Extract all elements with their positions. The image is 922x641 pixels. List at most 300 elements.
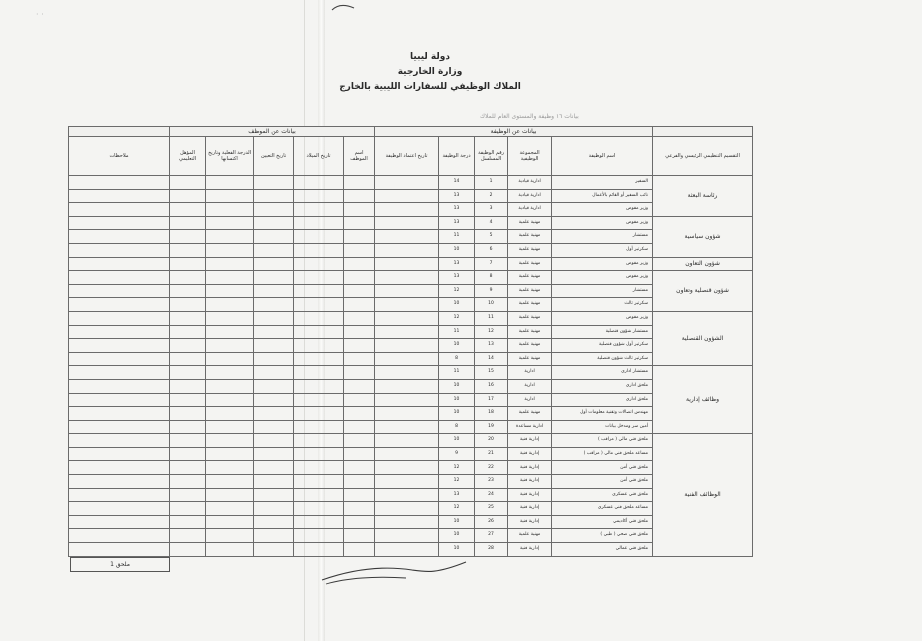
empty-cell xyxy=(206,447,254,461)
job-number-cell: 15 xyxy=(475,366,508,380)
job-number-cell: 21 xyxy=(475,447,508,461)
empty-cell xyxy=(375,325,439,339)
job-title-cell: مساعد ملحق فني عسكري xyxy=(552,502,653,516)
empty-cell xyxy=(206,257,254,271)
table-row xyxy=(69,257,753,271)
empty-cell xyxy=(294,502,344,516)
empty-cell xyxy=(344,407,375,421)
empty-cell xyxy=(170,461,206,475)
empty-cell xyxy=(69,352,170,366)
empty-cell xyxy=(69,325,170,339)
empty-cell xyxy=(294,325,344,339)
job-group-cell: مهنية علمية xyxy=(508,243,552,257)
division-cell: وظائف إدارية xyxy=(653,366,753,434)
empty-cell xyxy=(294,407,344,421)
job-title-cell: سكرتير ثالث xyxy=(552,298,653,312)
job-title-cell: ملحق فني أكاديمي xyxy=(552,515,653,529)
faint-note: بيانات ١٦ وظيفة والمستوى العام للملاك xyxy=(480,113,579,120)
empty-cell xyxy=(344,298,375,312)
division-cell: شؤون سياسية xyxy=(653,216,753,257)
job-group-cell: ادارية قيادية xyxy=(508,176,552,190)
job-group-cell: إدارية فنية xyxy=(508,488,552,502)
job-title-cell: مستشار اداري xyxy=(552,366,653,380)
empty-cell xyxy=(206,176,254,190)
empty-cell xyxy=(170,230,206,244)
job-group-cell: مهنية علمية xyxy=(508,298,552,312)
empty-cell xyxy=(69,189,170,203)
job-title-cell: السفير xyxy=(552,176,653,190)
job-number-cell: 2 xyxy=(475,189,508,203)
empty-cell xyxy=(206,339,254,353)
empty-cell xyxy=(294,243,344,257)
empty-cell xyxy=(375,447,439,461)
job-title-cell: وزير مفوض xyxy=(552,203,653,217)
empty-cell xyxy=(206,243,254,257)
empty-cell xyxy=(254,420,294,434)
empty-cell xyxy=(206,434,254,448)
job-title-cell: وزير مفوض xyxy=(552,216,653,230)
empty-cell xyxy=(206,189,254,203)
empty-cell xyxy=(69,488,170,502)
empty-cell xyxy=(254,257,294,271)
grade-cell: 12 xyxy=(439,311,475,325)
job-group-cell: إدارية فنية xyxy=(508,447,552,461)
empty-cell xyxy=(294,284,344,298)
empty-cell xyxy=(375,284,439,298)
job-title-cell: ملحق فني أمن xyxy=(552,461,653,475)
table-row xyxy=(69,271,753,285)
empty-cell xyxy=(375,420,439,434)
job-number-cell: 26 xyxy=(475,515,508,529)
empty-cell xyxy=(170,189,206,203)
notes-column-header: ملاحظات xyxy=(69,137,170,176)
document-subtitle: الملاك الوظيفي للسفارات الليبية بالخارج xyxy=(339,82,521,92)
empty-cell xyxy=(375,515,439,529)
empty-cell xyxy=(170,515,206,529)
empty-cell xyxy=(254,543,294,557)
job-group-cell: مهنية علمية xyxy=(508,352,552,366)
empty-cell xyxy=(254,271,294,285)
empty-cell xyxy=(206,543,254,557)
grade-cell: 11 xyxy=(439,366,475,380)
table-row xyxy=(69,393,753,407)
table-row xyxy=(69,203,753,217)
empty-cell xyxy=(344,434,375,448)
job-group-cell: مهنية علمية xyxy=(508,407,552,421)
empty-cell xyxy=(294,176,344,190)
empty-cell xyxy=(375,257,439,271)
column-header-row xyxy=(69,137,753,176)
grade-cell: 13 xyxy=(439,271,475,285)
job-number-cell: 20 xyxy=(475,434,508,448)
table-row xyxy=(69,189,753,203)
empty-cell xyxy=(69,339,170,353)
job-number-cell: 24 xyxy=(475,488,508,502)
grade-cell: 14 xyxy=(439,176,475,190)
empty-cell xyxy=(69,420,170,434)
job-group-cell: مهنية علمية xyxy=(508,339,552,353)
empty-cell xyxy=(206,271,254,285)
job-title-cell: ملحق فني عسكري xyxy=(552,488,653,502)
empty-cell xyxy=(375,502,439,516)
table-row xyxy=(69,352,753,366)
job-number-cell: 13 xyxy=(475,339,508,353)
grade-cell: 12 xyxy=(439,284,475,298)
table-row xyxy=(69,284,753,298)
job-group-cell: إدارية فنية xyxy=(508,543,552,557)
job-number-cell: 23 xyxy=(475,475,508,489)
empty-cell xyxy=(375,352,439,366)
job-group-cell: مهنية علمية xyxy=(508,230,552,244)
empty-cell xyxy=(69,257,170,271)
table-row xyxy=(69,339,753,353)
job-group-cell: ادارية xyxy=(508,366,552,380)
staffing-table xyxy=(68,126,753,557)
document-header xyxy=(300,50,560,95)
table-row xyxy=(69,298,753,312)
job-group-cell: مهنية علمية xyxy=(508,257,552,271)
empty-cell xyxy=(206,515,254,529)
empty-cell xyxy=(206,407,254,421)
grade-cell: 10 xyxy=(439,339,475,353)
empty-cell xyxy=(344,216,375,230)
empty-cell xyxy=(254,284,294,298)
division-header-top xyxy=(653,127,753,137)
empty-cell xyxy=(294,203,344,217)
division-cell: رئاسة البعثة xyxy=(653,176,753,217)
empty-cell xyxy=(170,284,206,298)
empty-cell xyxy=(254,529,294,543)
empty-cell xyxy=(375,407,439,421)
grade-cell: 13 xyxy=(439,189,475,203)
empty-cell xyxy=(344,447,375,461)
empty-cell xyxy=(254,447,294,461)
empty-cell xyxy=(206,352,254,366)
empty-cell xyxy=(69,176,170,190)
job-group-cell: مهنية علمية xyxy=(508,216,552,230)
job-number-cell: 22 xyxy=(475,461,508,475)
empty-cell xyxy=(344,488,375,502)
grade-cell: 11 xyxy=(439,325,475,339)
empty-cell xyxy=(254,366,294,380)
job-title-cell: سكرتير ثالث شؤون قنصلية xyxy=(552,352,653,366)
empty-cell xyxy=(294,461,344,475)
empty-cell xyxy=(294,379,344,393)
empty-cell xyxy=(170,339,206,353)
empty-cell xyxy=(344,257,375,271)
empty-cell xyxy=(375,339,439,353)
empty-cell xyxy=(375,393,439,407)
empty-cell xyxy=(206,203,254,217)
empty-cell xyxy=(206,311,254,325)
job-group-cell: إدارية فنية xyxy=(508,515,552,529)
job-group-cell: مهنية علمية xyxy=(508,529,552,543)
empty-cell xyxy=(294,311,344,325)
empty-cell xyxy=(294,216,344,230)
grade-cell: 13 xyxy=(439,216,475,230)
job-group-cell: مهنية علمية xyxy=(508,284,552,298)
job-number-cell: 25 xyxy=(475,502,508,516)
empty-cell xyxy=(206,230,254,244)
empty-cell xyxy=(206,420,254,434)
job-group-cell: ادارية xyxy=(508,393,552,407)
empty-cell xyxy=(344,189,375,203)
empty-cell xyxy=(69,203,170,217)
empty-cell xyxy=(254,475,294,489)
empty-cell xyxy=(254,488,294,502)
empty-cell xyxy=(69,393,170,407)
empty-cell xyxy=(254,339,294,353)
empty-cell xyxy=(170,529,206,543)
empty-cell xyxy=(254,502,294,516)
empty-cell xyxy=(375,298,439,312)
job-number-cell: 7 xyxy=(475,257,508,271)
job-number-cell: 8 xyxy=(475,271,508,285)
empty-cell xyxy=(170,420,206,434)
job-number-cell: 16 xyxy=(475,379,508,393)
empty-cell xyxy=(170,325,206,339)
table-row xyxy=(69,379,753,393)
empty-cell xyxy=(206,325,254,339)
empty-cell xyxy=(344,515,375,529)
employee-data-group-header: بيانات عن الموظف xyxy=(170,127,375,137)
empty-cell xyxy=(69,407,170,421)
empty-cell xyxy=(254,434,294,448)
grade-cell: 10 xyxy=(439,529,475,543)
empty-cell xyxy=(375,203,439,217)
empty-cell xyxy=(170,243,206,257)
job-title-cell: ملحق اداري xyxy=(552,379,653,393)
empty-cell xyxy=(375,475,439,489)
empty-cell xyxy=(170,488,206,502)
empty-cell xyxy=(294,529,344,543)
job-data-group-header: بيانات عن الوظيفة xyxy=(375,127,653,137)
grade-cell: 10 xyxy=(439,407,475,421)
empty-cell xyxy=(375,271,439,285)
empty-cell xyxy=(170,352,206,366)
empty-cell xyxy=(206,298,254,312)
appendix-label: ملحق 1 xyxy=(70,557,170,572)
empty-cell xyxy=(344,284,375,298)
ministry-name: وزارة الخارجية xyxy=(397,67,463,77)
job-group-cell: إدارية فنية xyxy=(508,502,552,516)
job-title-cell: ملحق فني مالي ( مراقب ) xyxy=(552,434,653,448)
job-title-cell: ملحق فني أمن xyxy=(552,475,653,489)
empty-cell xyxy=(294,339,344,353)
group-header-row xyxy=(69,127,753,137)
job-title-cell: مساعد ملحق فني مالي ( مراقب ) xyxy=(552,447,653,461)
empty-cell xyxy=(254,311,294,325)
empty-cell xyxy=(170,543,206,557)
grade-cell: 10 xyxy=(439,434,475,448)
table-row xyxy=(69,311,753,325)
empty-cell xyxy=(170,447,206,461)
empty-cell xyxy=(170,271,206,285)
grade-cell: 10 xyxy=(439,298,475,312)
empty-cell xyxy=(206,366,254,380)
empty-cell xyxy=(69,502,170,516)
empty-cell xyxy=(206,379,254,393)
table-row xyxy=(69,529,753,543)
division-cell: الشؤون القنصلية xyxy=(653,311,753,365)
job-group-cell: مهنية علمية xyxy=(508,311,552,325)
empty-cell xyxy=(344,475,375,489)
empty-cell xyxy=(344,461,375,475)
empty-cell xyxy=(254,203,294,217)
grade-cell: 13 xyxy=(439,488,475,502)
empty-cell xyxy=(254,407,294,421)
state-name: دولة ليبيا xyxy=(410,52,450,62)
grade-cell: 13 xyxy=(439,257,475,271)
table-row xyxy=(69,176,753,190)
division-cell: الوظائف الفنية xyxy=(653,434,753,556)
empty-cell xyxy=(170,176,206,190)
job-number-cell: 3 xyxy=(475,203,508,217)
grade-cell: 10 xyxy=(439,515,475,529)
empty-cell xyxy=(344,243,375,257)
appointment-date-column-header: تاريخ التعيين xyxy=(254,137,294,176)
empty-cell xyxy=(294,488,344,502)
table-row xyxy=(69,515,753,529)
job-number-cell: 28 xyxy=(475,543,508,557)
job-group-cell: ادارية مساعدة xyxy=(508,420,552,434)
table-row xyxy=(69,420,753,434)
job-title-cell: وزير مفوض xyxy=(552,271,653,285)
table-row xyxy=(69,502,753,516)
job-title-cell: أمين سر ومدخل بيانات xyxy=(552,420,653,434)
job-group-cell: إدارية فنية xyxy=(508,434,552,448)
empty-cell xyxy=(170,298,206,312)
grade-cell: 12 xyxy=(439,502,475,516)
empty-cell xyxy=(170,407,206,421)
empty-cell xyxy=(254,298,294,312)
empty-cell xyxy=(170,475,206,489)
job-title-cell: وزير مفوض xyxy=(552,257,653,271)
approval-date-column-header: تاريخ اعتماد الوظيفة xyxy=(375,137,439,176)
empty-cell xyxy=(294,434,344,448)
empty-cell xyxy=(344,393,375,407)
empty-cell xyxy=(206,393,254,407)
empty-cell xyxy=(375,529,439,543)
empty-cell xyxy=(69,284,170,298)
notes-header-top xyxy=(69,127,170,137)
job-number-cell: 19 xyxy=(475,420,508,434)
empty-cell xyxy=(170,393,206,407)
empty-cell xyxy=(344,379,375,393)
empty-cell xyxy=(344,271,375,285)
job-title-cell: وزير مفوض xyxy=(552,311,653,325)
empty-cell xyxy=(344,352,375,366)
table-row xyxy=(69,488,753,502)
empty-cell xyxy=(344,176,375,190)
grade-cell: 9 xyxy=(439,447,475,461)
job-number-cell: 4 xyxy=(475,216,508,230)
division-column-header: التقسيم التنظيمي الرئيسي والفرعي xyxy=(653,137,753,176)
empty-cell xyxy=(375,488,439,502)
grade-cell: 12 xyxy=(439,461,475,475)
empty-cell xyxy=(344,339,375,353)
empty-cell xyxy=(294,271,344,285)
grade-cell: 10 xyxy=(439,543,475,557)
empty-cell xyxy=(294,257,344,271)
empty-cell xyxy=(170,366,206,380)
job-title-cell: مستشار xyxy=(552,230,653,244)
job-group-cell: مهنية علمية xyxy=(508,271,552,285)
job-group-column-header: المجموعة الوظيفية xyxy=(508,137,552,176)
empty-cell xyxy=(206,216,254,230)
empty-cell xyxy=(206,461,254,475)
table-row xyxy=(69,407,753,421)
empty-cell xyxy=(206,488,254,502)
empty-cell xyxy=(375,434,439,448)
job-title-cell: سكرتير أول xyxy=(552,243,653,257)
job-title-column-header: اسم الوظيفة xyxy=(552,137,653,176)
job-group-cell: مهنية علمية xyxy=(508,325,552,339)
job-title-cell: مستشار شؤون قنصلية xyxy=(552,325,653,339)
job-number-column-header: رقم الوظيفة المسلسل xyxy=(475,137,508,176)
job-group-cell: ادارية قيادية xyxy=(508,189,552,203)
empty-cell xyxy=(294,352,344,366)
empty-cell xyxy=(69,475,170,489)
grade-cell: 13 xyxy=(439,203,475,217)
job-number-cell: 14 xyxy=(475,352,508,366)
empty-cell xyxy=(69,216,170,230)
job-group-cell: إدارية فنية xyxy=(508,461,552,475)
empty-cell xyxy=(170,203,206,217)
job-title-cell: نائب السفير أو القائم بالأعمال xyxy=(552,189,653,203)
empty-cell xyxy=(254,230,294,244)
empty-cell xyxy=(375,311,439,325)
job-number-cell: 1 xyxy=(475,176,508,190)
empty-cell xyxy=(170,311,206,325)
table-row xyxy=(69,230,753,244)
job-group-cell: إدارية فنية xyxy=(508,475,552,489)
empty-cell xyxy=(254,515,294,529)
empty-cell xyxy=(69,311,170,325)
job-title-cell: ملحق اداري xyxy=(552,393,653,407)
empty-cell xyxy=(206,502,254,516)
empty-cell xyxy=(206,475,254,489)
empty-cell xyxy=(375,366,439,380)
empty-cell xyxy=(344,325,375,339)
table-row xyxy=(69,216,753,230)
empty-cell xyxy=(69,271,170,285)
empty-cell xyxy=(69,529,170,543)
table-row xyxy=(69,475,753,489)
empty-cell xyxy=(375,176,439,190)
empty-cell xyxy=(375,216,439,230)
empty-cell xyxy=(254,352,294,366)
empty-cell xyxy=(254,243,294,257)
empty-cell xyxy=(170,502,206,516)
empty-cell xyxy=(254,461,294,475)
grade-cell: 10 xyxy=(439,393,475,407)
pen-mark xyxy=(330,0,360,12)
table-row xyxy=(69,434,753,448)
job-group-cell: ادارية xyxy=(508,379,552,393)
job-number-cell: 17 xyxy=(475,393,508,407)
grade-cell: 8 xyxy=(439,352,475,366)
empty-cell xyxy=(170,257,206,271)
birth-date-column-header: تاريخ الميلاد xyxy=(294,137,344,176)
qualification-column-header: المؤهل التعليمي xyxy=(170,137,206,176)
empty-cell xyxy=(375,379,439,393)
empty-cell xyxy=(344,529,375,543)
grade-column-header: درجة الوظيفة xyxy=(439,137,475,176)
empty-cell xyxy=(375,461,439,475)
empty-cell xyxy=(375,243,439,257)
job-title-cell: مستشار xyxy=(552,284,653,298)
